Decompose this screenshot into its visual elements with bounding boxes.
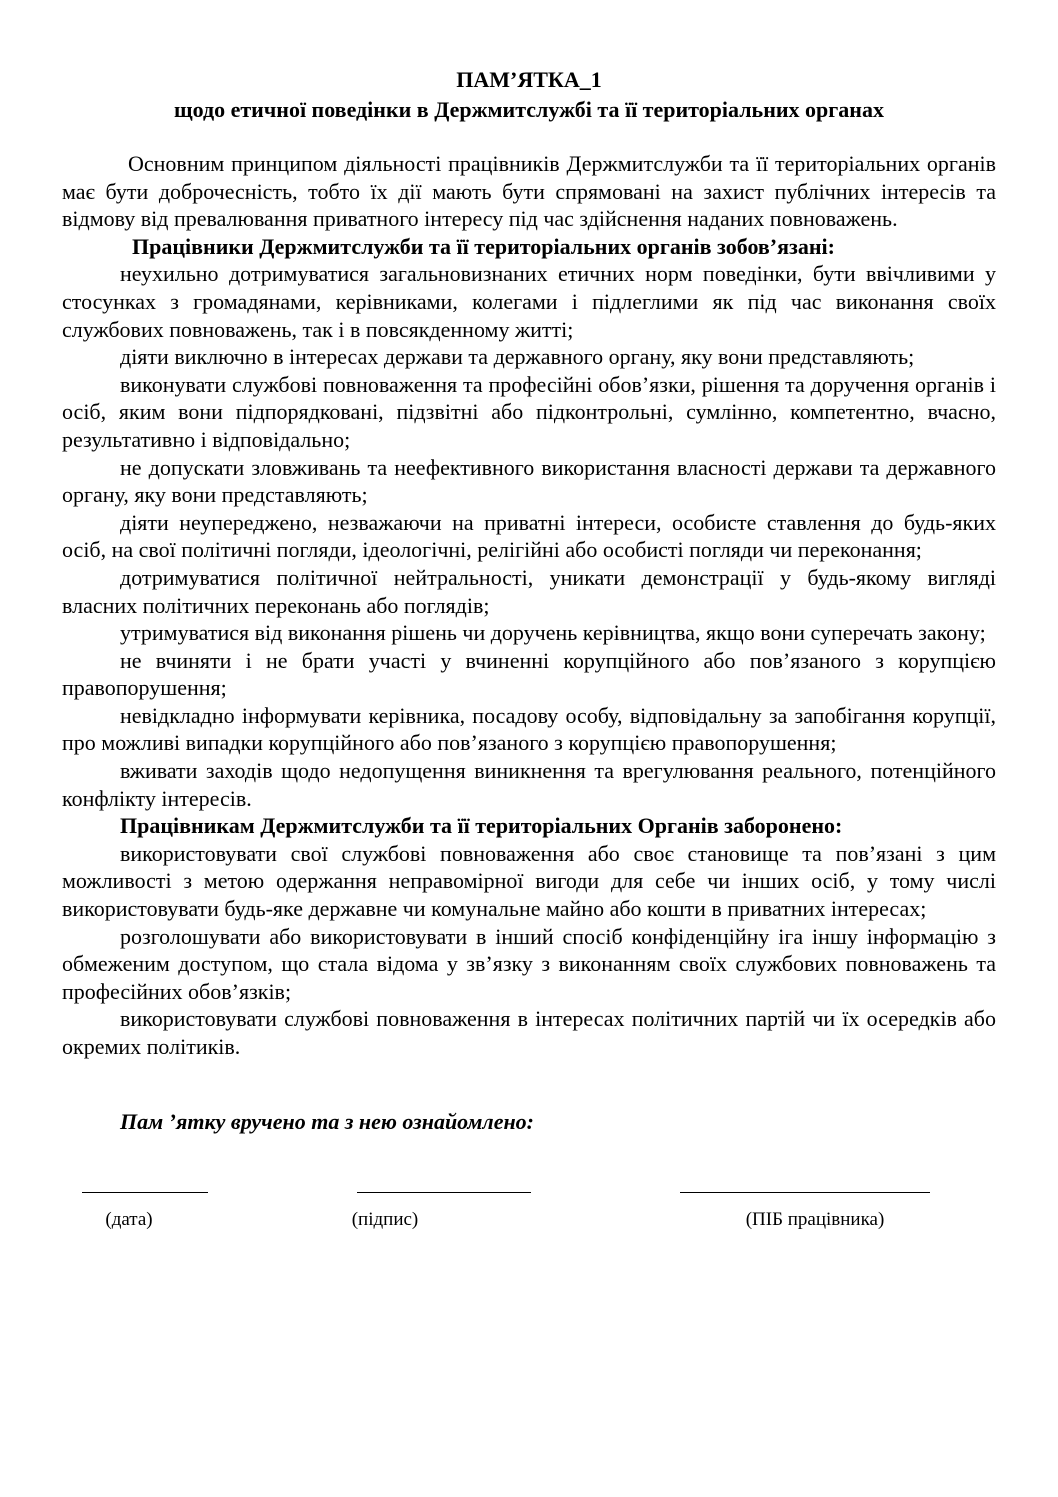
prohibition-item: використовувати службові повноваження в інтересах політичних партій чи їх осередків або окремих політиків. bbox=[62, 1006, 996, 1059]
prohibition-item: розголошувати або використовувати в інший спосіб конфіденційну іга іншу інформацію з обмеженим доступом, що стала відома у зв’язку з виконанням своїх службових повноважень та професійних обов’язків; bbox=[62, 923, 996, 1004]
document-subtitle: щодо етичної поведінки в Держмитслужбі та її територіальних органах bbox=[174, 97, 884, 122]
signature-label: (підпис) bbox=[351, 1208, 419, 1230]
obligation-item: виконувати службові повноваження та професійні обов’язки, рішення та доручення органів і осіб, яким вони підпорядковані, підзвітні або підконтрольні, сумлінно, компетентно, вчасно, результативно і відповідально; bbox=[62, 371, 996, 452]
obligation-item: не вчиняти і не брати участі у вчиненні корупційного або пов’язаного з корупцією правопорушення; bbox=[62, 647, 996, 701]
obligation-item: дотримуватися політичної нейтральності, уникати демонстрації у будь-якому вигляді власних політичних переконань або поглядів; bbox=[62, 564, 996, 618]
prohibitions-heading: Працівникам Держмитслужби та її територіальних Органів заборонено: bbox=[120, 813, 843, 839]
name-blank-line bbox=[680, 1192, 930, 1193]
prohibition-item: використовувати свої службові повноваження або своє становище та пов’язані з цим можливості з метою одержання неправомірної вигоди для себе чи інших осіб, у тому числі використовувати будь-яке державне чи комунальне майно або кошти в приватних інтересах; bbox=[62, 840, 996, 922]
obligation-item: діяти виключно в інтересах держави та державного органу, яку вони представляють; bbox=[120, 344, 915, 370]
document-title: ПАМ’ЯТКА_1 bbox=[456, 67, 602, 92]
signature-block bbox=[62, 1166, 996, 1266]
acknowledgement-line: Пам ’ятку вручено та з нею ознайомлено: bbox=[120, 1108, 535, 1134]
document-page bbox=[62, 64, 996, 1266]
date-blank-line bbox=[82, 1192, 208, 1193]
obligation-item: діяти неупереджено, незважаючи на приватні інтереси, особисте ставлення до будь-яких осіб, на свої політичні погляди, ідеологічні, релігійні або особисті погляди чи переконання; bbox=[62, 509, 996, 563]
prohibitions-list bbox=[62, 840, 996, 1061]
obligation-item: вживати заходів щодо недопущення виникнення та врегулювання реального, потенційного конфлікту інтересів. bbox=[62, 758, 996, 811]
obligations-list bbox=[62, 260, 996, 812]
intro-paragraph: Основним принципом діяльності працівників Держмитслужби та її територіальних органів має бути доброчесність, тобто їх дії мають бути спрямовані на захист публічних інтересів та відмову від превалювання приватного інтересу під час здійснення наданих повноважень. bbox=[62, 151, 996, 232]
signature-blank-line bbox=[357, 1192, 531, 1193]
obligation-item: невідкладно інформувати керівника, посадову особу, відповідальну за запобігання корупції, про можливі випадки корупційного або пов’язаного з корупцією правопорушення; bbox=[62, 702, 996, 756]
date-label: (дата) bbox=[105, 1208, 153, 1230]
obligation-item: не допускати зловживань та неефективного використання власності держави та державного органу, яку вони представляють; bbox=[62, 454, 996, 508]
obligations-heading: Працівники Держмитслужби та її територіальних органів зобов’язані: bbox=[132, 233, 835, 259]
name-label: (ПІБ працівника) bbox=[745, 1208, 885, 1230]
obligation-item: неухильно дотримуватися загальновизнаних етичних норм поведінки, бути ввічливими у стосунках з громадянами, керівниками, колегами і підлеглими як під час виконання своїх службових повноважень, так і в повсякденному житті; bbox=[62, 261, 996, 342]
obligation-item: утримуватися від виконання рішень чи доручень керівництва, якщо вони суперечать закону; bbox=[120, 620, 986, 646]
